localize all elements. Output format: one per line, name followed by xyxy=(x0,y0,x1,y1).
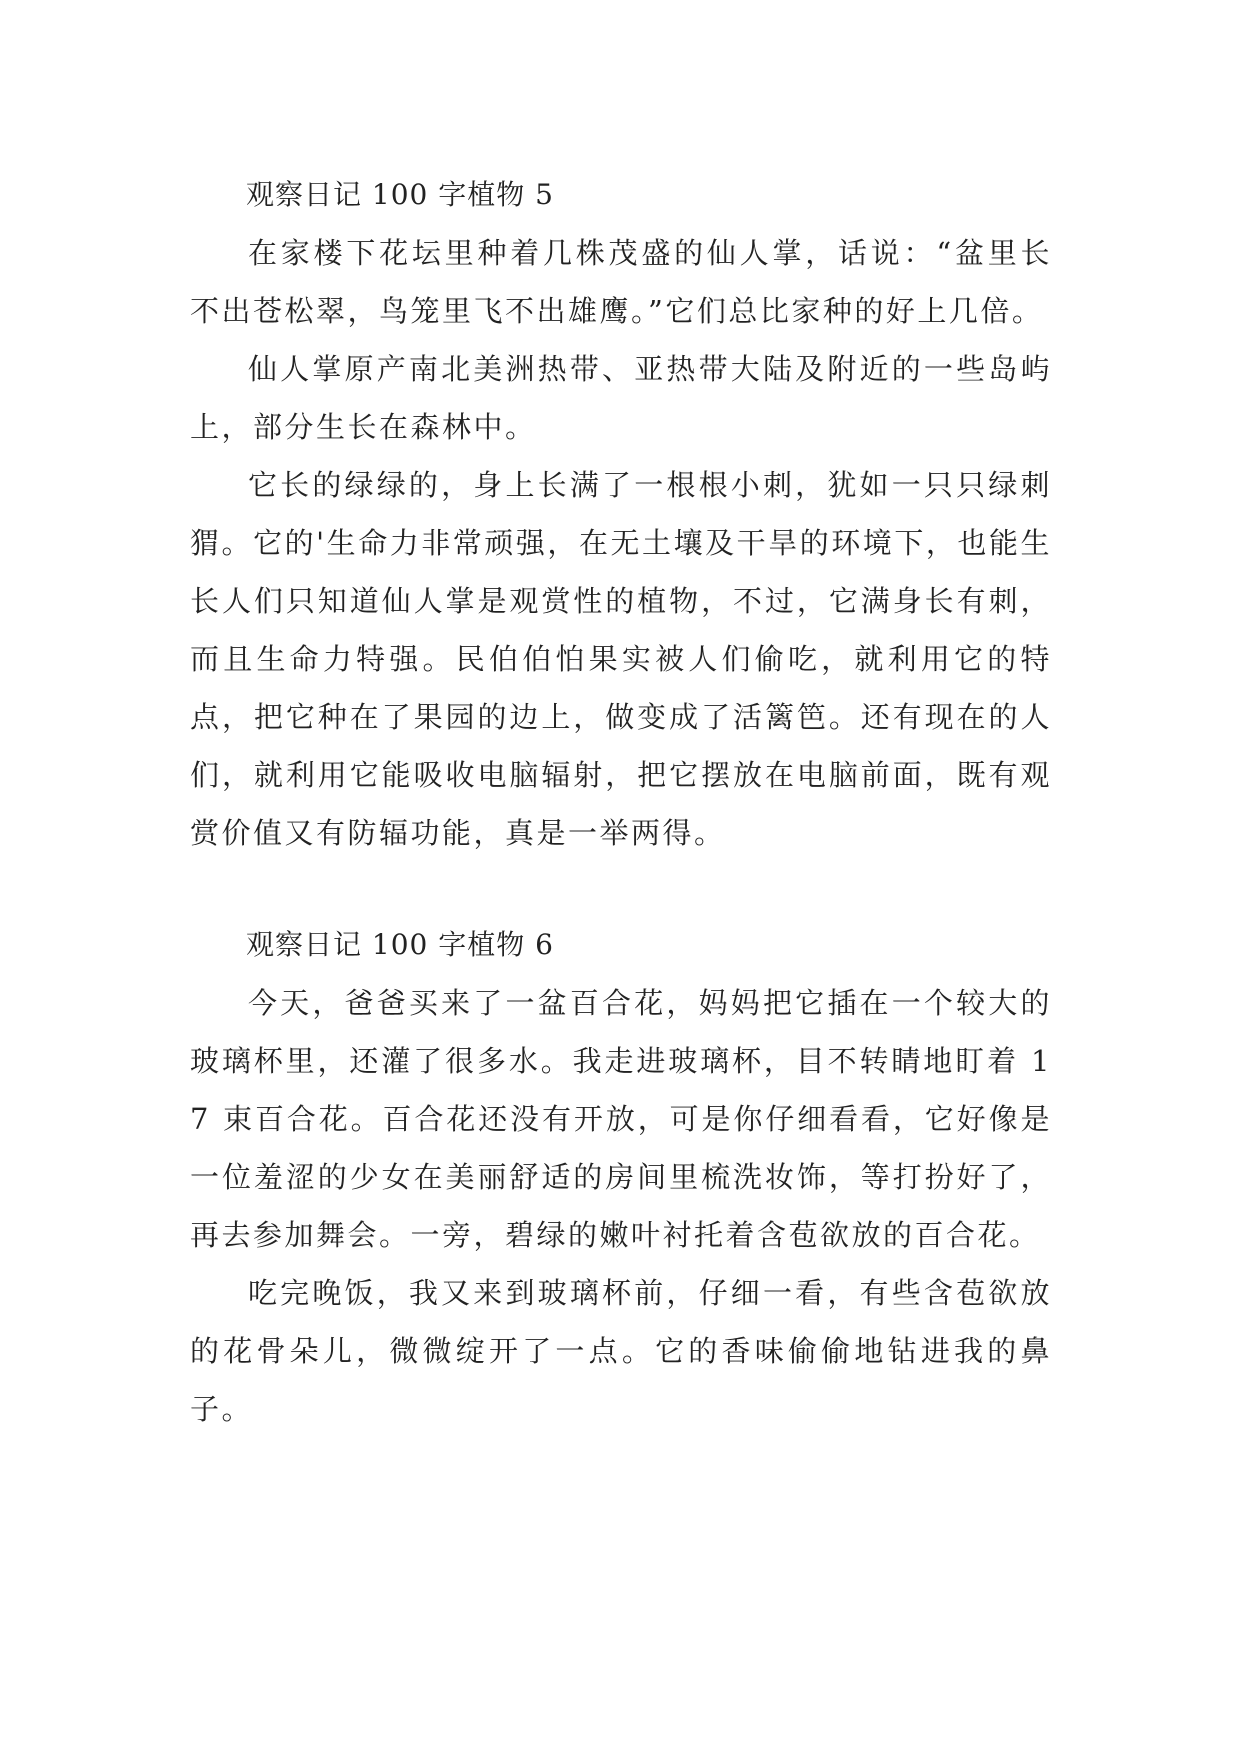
section-heading: 观察日记 100 字植物 5 xyxy=(246,178,554,211)
document-page xyxy=(190,166,1052,1438)
section-heading: 观察日记 100 字植物 6 xyxy=(246,928,554,961)
paragraph: 它长的绿绿的，身上长满了一根根小刺，犹如一只只绿刺猬。它的'生命力非常顽强，在无土壤及干旱的环境下，也能生长人们只知道仙人掌是观赏性的植物，不过，它满身长有刺，而且生命力特强。民伯伯怕果实被人们偷吃，就利用它的特点，把它种在了果园的边上，做变成了活篱笆。还有现在的人们，就利用它能吸收电脑辐射，把它摆放在电脑前面，既有观赏价值又有防辐功能，真是一举两得。 xyxy=(190,468,1052,850)
diary-section-5 xyxy=(190,166,1052,862)
paragraph: 吃完晚饭，我又来到玻璃杯前，仔细一看，有些含苞欲放的花骨朵儿，微微绽开了一点。它的香味偷偷地钻进我的鼻子。 xyxy=(190,1276,1052,1426)
paragraph: 在家楼下花坛里种着几株茂盛的仙人掌，话说：“盆里长不出苍松翠，鸟笼里飞不出雄鹰。”它们总比家种的好上几倍。 xyxy=(190,236,1052,328)
paragraph: 今天，爸爸买来了一盆百合花，妈妈把它插在一个较大的玻璃杯里，还灌了很多水。我走进玻璃杯，目不转睛地盯着 17 束百合花。百合花还没有开放，可是你仔细看看，它好像是一位羞涩的少女在美丽舒适的房间里梳洗妆饰，等打扮好了，再去参加舞会。一旁，碧绿的嫩叶衬托着含苞欲放的百合花。 xyxy=(190,986,1052,1252)
paragraph: 仙人掌原产南北美洲热带、亚热带大陆及附近的一些岛屿上，部分生长在森林中。 xyxy=(190,352,1052,444)
diary-section-6 xyxy=(190,916,1052,1438)
